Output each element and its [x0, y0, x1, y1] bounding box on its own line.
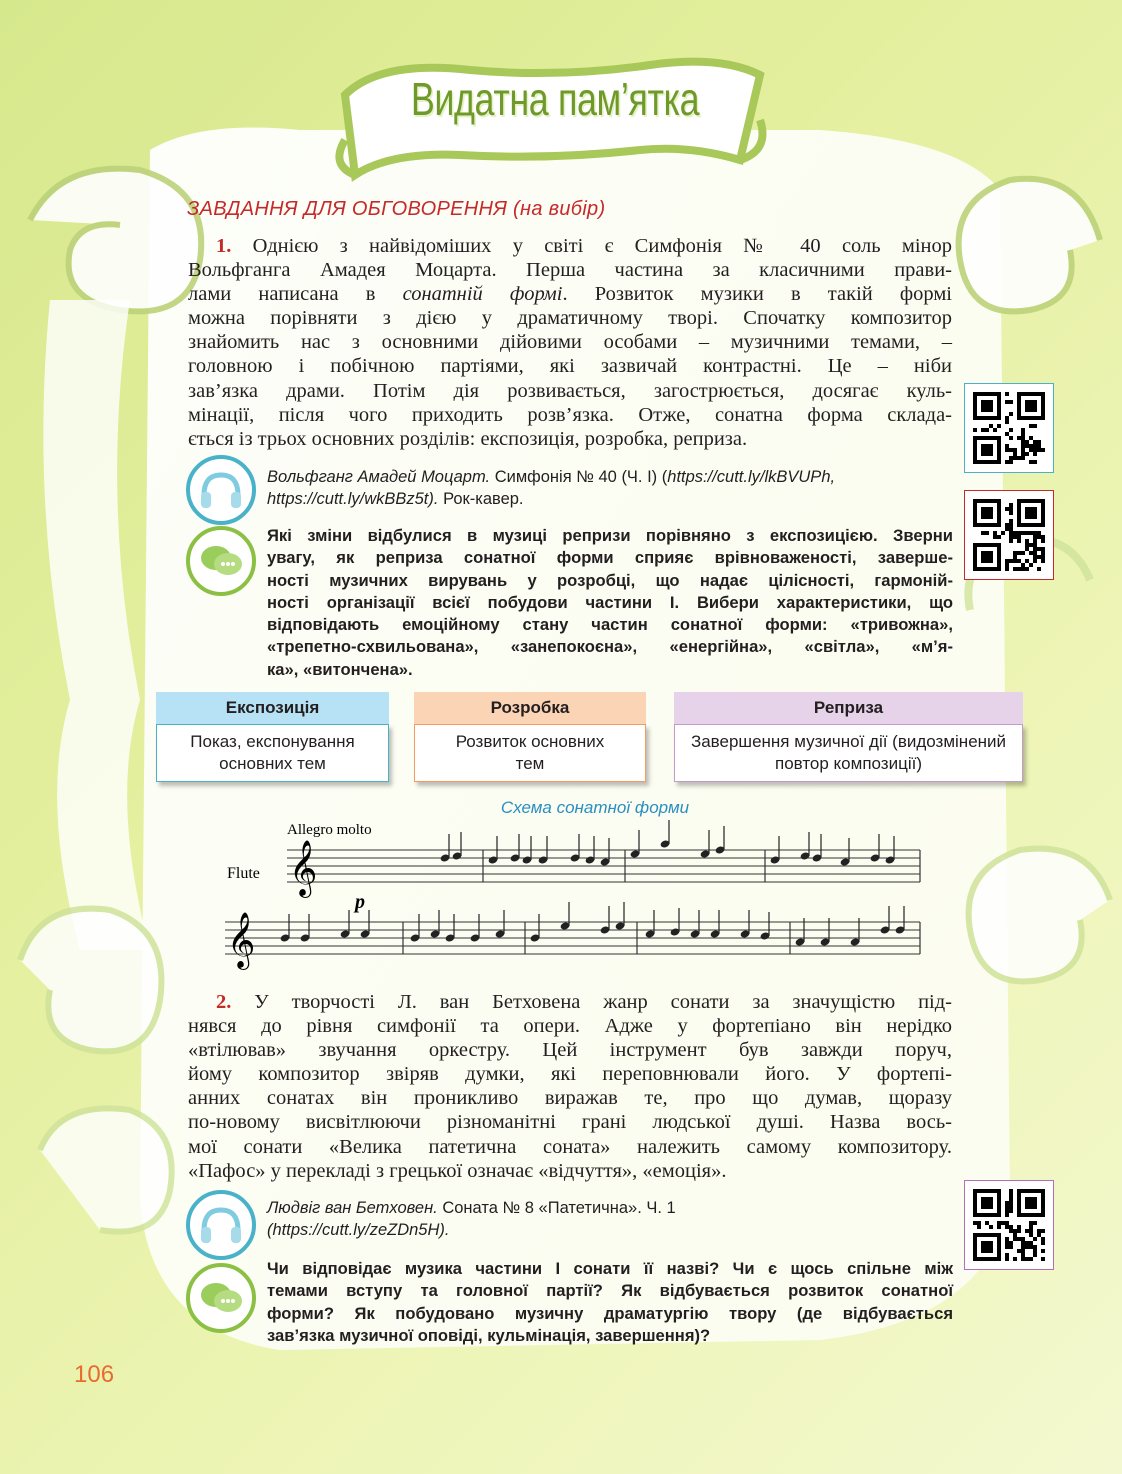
svg-text:𝄞: 𝄞 — [289, 842, 318, 895]
staff-1 — [287, 820, 920, 898]
schema-recapitulation-title: Реприза — [674, 692, 1023, 724]
task-2-number: 2. — [216, 991, 232, 1013]
headphones-icon — [186, 455, 256, 525]
task-heading: ЗАВДАННЯ ДЛЯ ОБГОВОРЕННЯ (на вибір) — [187, 198, 606, 220]
dynamic-marking: p — [355, 891, 365, 913]
svg-text:𝄞: 𝄞 — [227, 914, 256, 967]
task-1-number: 1. — [216, 235, 232, 257]
schema-caption: Схема сонатної форми — [500, 798, 690, 817]
qr-code-icon[interactable] — [964, 383, 1054, 473]
schema-exposition-title: Експозиція — [156, 692, 389, 724]
schema-development-body: Розвиток основних тем — [414, 724, 646, 782]
schema-development — [414, 692, 646, 780]
task-2-paragraph: 2. У творчості Л. ван Бетховена жанр сонати за значущістю під- нявся до рівня симфонії та опери. Адже у фортепіано він нерідко «втілював» звучання оркестру. Цей інструмент був завжди поруч, йому композитор звіряв думки, які переповнювали його. У фортепі- анних сонатах він проникливо виражав те, про що думав, щоразу по-новому висвітлюючи різноманітні грані людської душі. Назва вось- мої сонати «Велика патетична соната» належить самому композитору. «Пафос» у перекладі з грецької означає «відчуття», «емоція». — [188, 991, 953, 1182]
task-1-paragraph: 1. Однією з найвідоміших у світі є Симфонія № 40 соль мінор Вольфганга Амадея Моцарта. Перша частина за класичними прави- лами написана в сонатній формі. Розвиток музики в такій формі можна порівняти з дією у драматичному творі. Спочатку композитор знайомить нас з основними дійовими особами – музичними темами, – головною і побічною партіями, які зазвичай контрастні. Це – ніби зав’язка драми. Потім дія розвивається, загострюється, досягає куль- мінації, після чого приходить розв’язка. Отже, сонатна форма склада- ється із трьох основних розділів: експозиція, розробка, реприза. — [188, 235, 953, 450]
chat-bubbles-icon — [186, 526, 256, 596]
discuss-block-1: Які зміни відбулися в музиці репризи порівняно з експозицією. Зверни увагу, як реприза сонатної форми сприяє врівноваженості, заверше- ності музичних вирувань у розробці, що надає цілісності, гармоній- ності організації всієї побудови частини І. Вибери характеристики, що відповідають емоційному стану частин сонатної форми: «тривожна», «трепетно-схвильована», «занепокоєна», «енергійна», «світла», «м’я- ка», «витончена». — [267, 526, 953, 679]
tempo-marking: Allegro molto — [287, 822, 372, 838]
discuss-block-2: Чи відповідає музика частини І сонати її назві? Чи є щось спільне між темами вступу та головної партії? Як відбувається розвиток сонатної форми? Як побудовано музичну драматургію твору (де відбувається зав’язка музичної оповіді, кульмінація, завершення)? — [267, 1259, 953, 1345]
headphones-icon — [186, 1190, 256, 1260]
listen-block-1: Вольфганг Амадей Моцарт. Симфонія № 40 (Ч. І) (https://cutt.ly/lkBVUPh, https://cutt.ly/wkBBz5t). Рок-кавер. — [267, 468, 836, 508]
schema-exposition — [156, 692, 389, 780]
schema-development-title: Розробка — [414, 692, 646, 724]
instrument-label: Flute — [227, 865, 260, 882]
page-title: Видатна пам’ятка — [410, 73, 700, 125]
qr-code-icon[interactable] — [964, 1180, 1054, 1270]
schema-recapitulation — [674, 692, 1023, 780]
music-score — [225, 818, 925, 978]
staff-2 — [225, 902, 920, 970]
listen-block-2: Людвіг ван Бетховен. Соната № 8 «Патетична». Ч. 1 (https://cutt.ly/zeZDn5H). — [267, 1199, 676, 1239]
chat-bubbles-icon — [186, 1263, 256, 1333]
link-2[interactable]: https://cutt.ly/wkBBz5t). — [267, 490, 439, 508]
qr-code-icon[interactable] — [964, 490, 1054, 580]
page-number: 106 — [74, 1361, 115, 1388]
link-3[interactable]: (https://cutt.ly/zeZDn5H). — [267, 1221, 450, 1239]
link-1[interactable]: https://cutt.ly/lkBVUPh, — [667, 468, 836, 486]
schema-exposition-body: Показ, експонування основних тем — [156, 724, 389, 782]
schema-recapitulation-body: Завершення музичної дії (видозмінений повтор композиції) — [674, 724, 1023, 782]
